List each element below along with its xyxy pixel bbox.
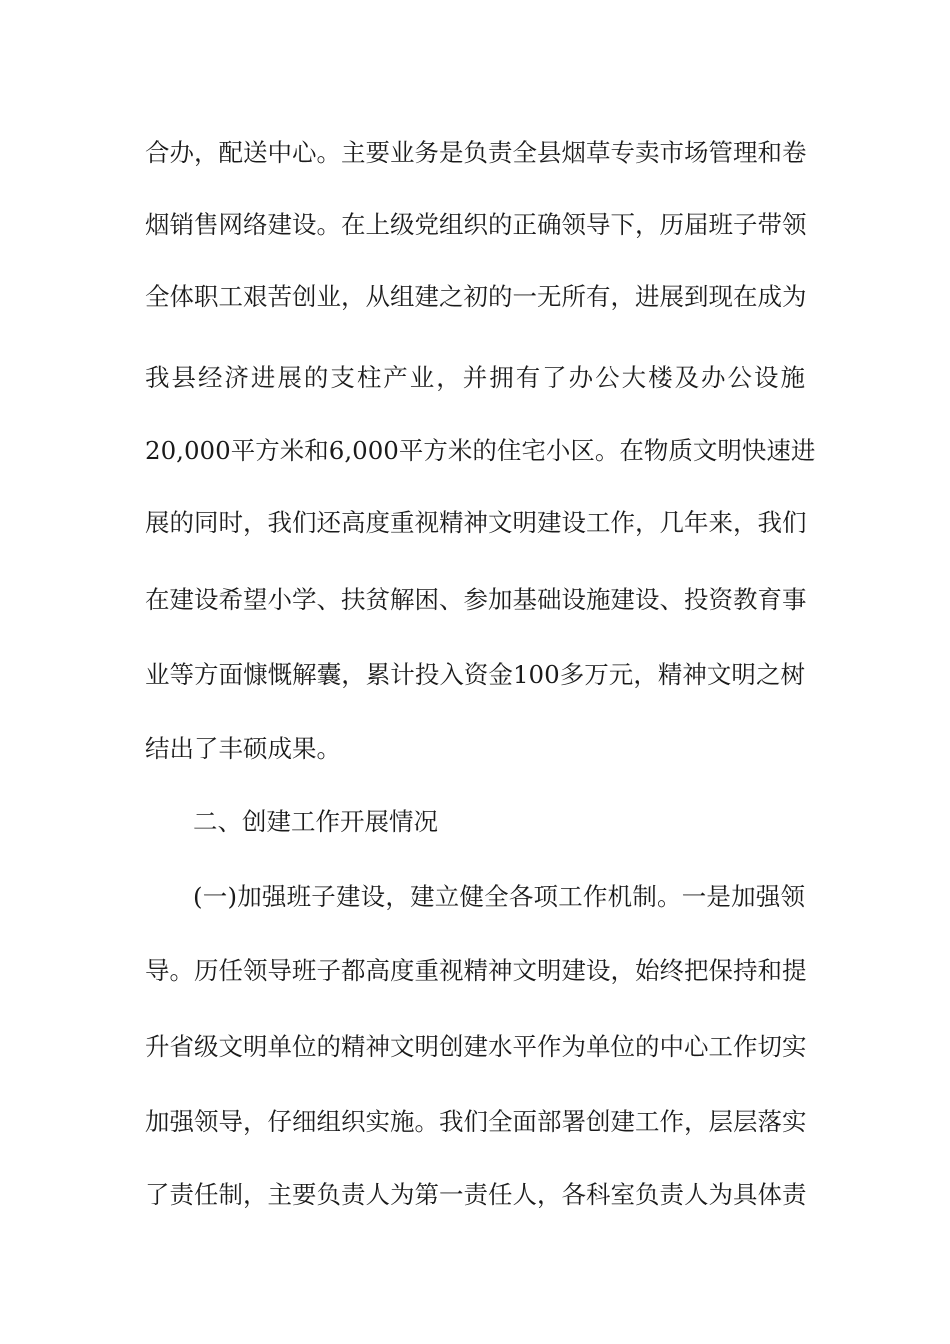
paragraph-line: (一)加强班子建设，建立健全各项工作机制。一是加强领 [193,882,805,911]
paragraph-line: 全体职工艰苦创业，从组建之初的一无所有，进展到现在成为 [145,282,807,311]
paragraph-line: 业等方面慷慨解囊，累计投入资金100多万元，精神文明之树 [145,660,805,689]
paragraph-line: 在建设希望小学、扶贫解困、参加基础设施建设、投资教育事 [145,585,807,614]
paragraph-line: 导。历任领导班子都高度重视精神文明建设，始终把保持和提 [145,956,807,985]
paragraph-line: 合办，配送中心。主要业务是负责全县烟草专卖市场管理和卷 [145,138,807,167]
paragraph-line: 展的同时，我们还高度重视精神文明建设工作，几年来，我们 [145,508,807,537]
paragraph-line: 烟销售网络建设。在上级党组织的正确领导下，历届班子带领 [145,210,807,239]
paragraph-line: 加强领导，仔细组织实施。我们全面部署创建工作，层层落实 [145,1107,807,1136]
paragraph-line: 我县经济进展的支柱产业，并拥有了办公大楼及办公设施 [145,363,805,392]
paragraph-line: 升省级文明单位的精神文明创建水平作为单位的中心工作切实 [145,1032,807,1061]
paragraph-line: 了责任制，主要负责人为第一责任人，各科室负责人为具体责 [145,1180,807,1209]
section-heading: 二、创建工作开展情况 [193,807,438,836]
paragraph-line: 结出了丰硕成果。 [145,734,341,763]
paragraph-line: 20,000平方米和6,000平方米的住宅小区。在物质文明快速进 [145,436,816,465]
